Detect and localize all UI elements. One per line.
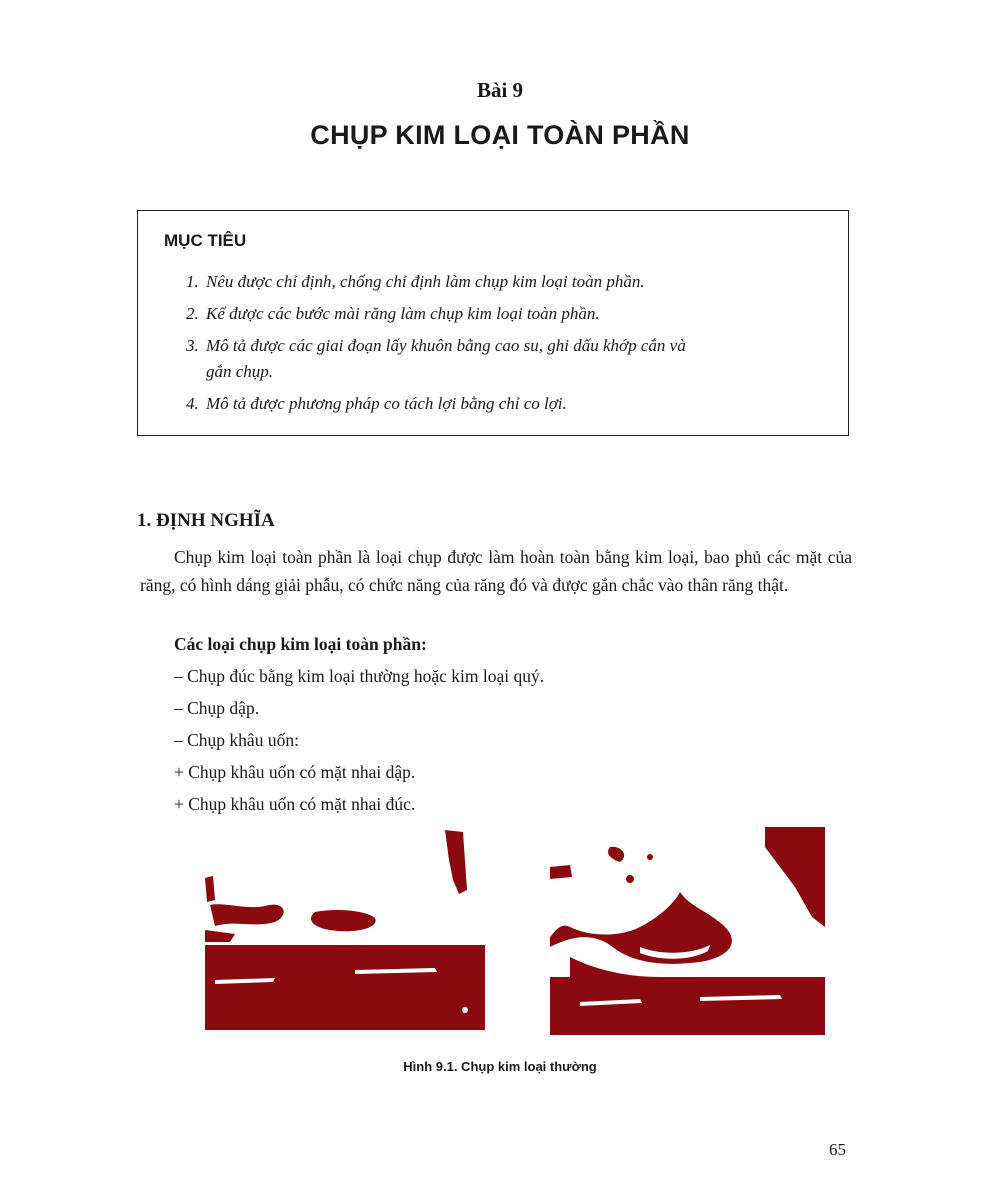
page-number: 65 (829, 1140, 846, 1159)
objective-item: 2. Kể được các bước mài răng làm chụp kim loại toàn phần. (186, 304, 600, 323)
lesson-title: CHỤP KIM LOẠI TOÀN PHẦN (310, 120, 690, 150)
objective-item: 1. Nêu được chỉ định, chống chỉ định làm chụp kim loại toàn phần. (186, 272, 645, 291)
objectives-box (137, 210, 849, 436)
definition-paragraph: Chụp kim loại toàn phần là loại chụp được làm hoàn toàn bằng kim loại, bao phủ các mặt của răng, có hình dáng giải phẫu, có chức năng của răng đó và được gắn chắc vào thân răng thật. (140, 547, 852, 595)
types-list (174, 660, 544, 820)
objective-item: 4. Mô tả được phương pháp co tách lợi bằng chỉ co lợi. (186, 394, 567, 413)
list-item: + Chụp khâu uốn có mặt nhai dập. (174, 762, 416, 782)
crown-photo-left-image (205, 830, 490, 1035)
crown-photo-left (205, 830, 490, 1035)
crown-photo-right-image (550, 827, 825, 1035)
objectives-list (186, 269, 836, 423)
crown-photo-right (550, 827, 825, 1035)
section-heading-definition: 1. ĐỊNH NGHĨA (137, 510, 275, 531)
objective-item: 3. Mô tả được các giai đoạn lấy khuôn bằng cao su, ghi dấu khớp cắn và gắn chụp. (186, 336, 686, 381)
list-item: – Chụp đúc bằng kim loại thường hoặc kim loại quý. (174, 666, 545, 686)
list-item: – Chụp dập. (174, 698, 260, 718)
list-item: + Chụp khâu uốn có mặt nhai đúc. (174, 794, 416, 814)
lesson-number: Bài 9 (476, 78, 524, 102)
figure-caption: Hình 9.1. Chụp kim loại thường (403, 1059, 597, 1074)
types-heading: Các loại chụp kim loại toàn phần: (174, 634, 427, 654)
list-item: – Chụp khâu uốn: (174, 730, 299, 750)
objectives-heading: MỤC TIÊU (164, 231, 247, 250)
